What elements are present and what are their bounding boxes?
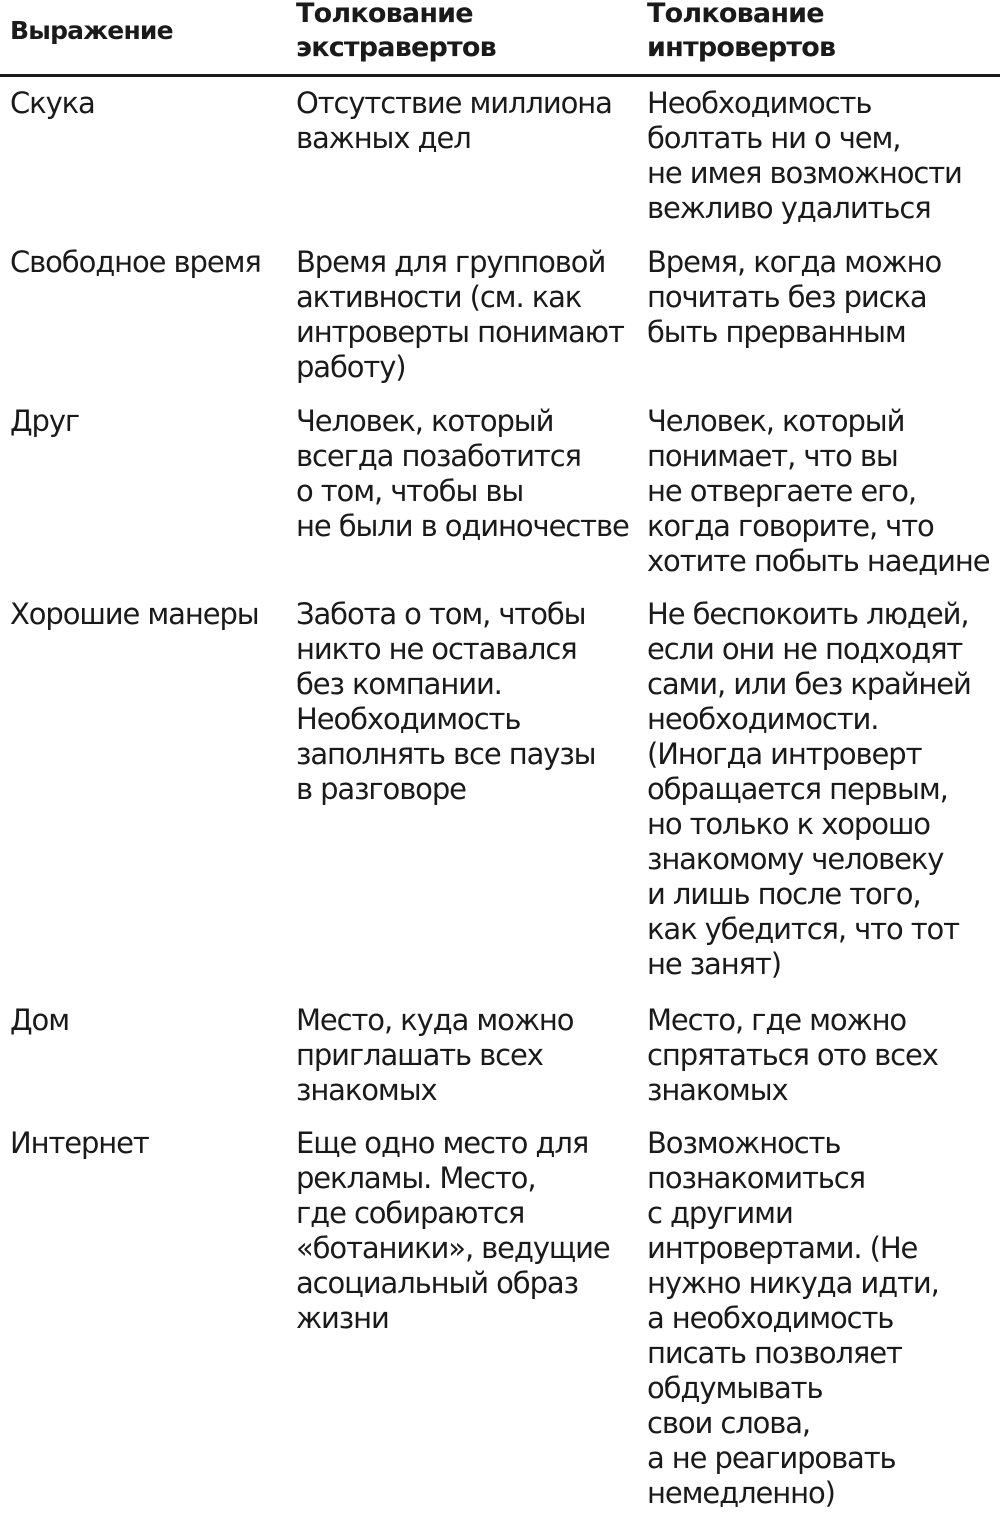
- row-term: Хорошие манеры: [10, 597, 259, 631]
- header-extraverts: Толкование экстравертов: [296, 0, 496, 63]
- header-term: Выражение: [10, 16, 173, 45]
- row-extraverts: Человек, который всегда позаботится о том, чтобы вы не были в одиночестве: [296, 404, 629, 543]
- row-extraverts: Время для групповой активности (см. как интроверты понимают работу): [296, 245, 624, 384]
- row-extraverts: Отсутствие миллиона важных дел: [296, 86, 612, 155]
- row-introverts: Необходимость болтать ни о чем, не имея возможности вежливо удалиться: [647, 86, 962, 225]
- row-term: Скука: [10, 86, 95, 120]
- row-introverts: Не беспокоить людей, если они не подходят сами, или без крайней необходимости. (Иногда интроверт обращается первым, но только к хорошо знакомому человеку и лишь после того, как убедится, что тот не занят): [647, 597, 971, 981]
- row-introverts: Время, когда можно почитать без риска быть прерванным: [647, 245, 942, 349]
- header-introverts: Толкование интровертов: [647, 0, 836, 63]
- row-introverts: Человек, который понимает, что вы не отвергаете его, когда говорите, что хотите побыть наедине: [647, 404, 990, 578]
- row-extraverts: Забота о том, чтобы никто не оставался без компании. Необходимость заполнять все паузы в разговоре: [296, 597, 596, 806]
- row-extraverts: Еще одно место для рекламы. Место, где собираются «ботаники», ведущие асоциальный образ жизни: [296, 1126, 610, 1335]
- row-term: Интернет: [10, 1126, 149, 1160]
- row-term: Свободное время: [10, 245, 261, 279]
- row-extraverts: Место, куда можно приглашать всех знакомых: [296, 1003, 574, 1107]
- row-introverts: Возможность познакомиться с другими интровертами. (Не нужно никуда идти, а необходимость писать позволяет обдумывать свои слова, а не реагировать немедленно): [647, 1126, 939, 1510]
- row-introverts: Место, где можно спрятаться ото всех знакомых: [647, 1003, 938, 1107]
- row-term: Друг: [10, 404, 80, 438]
- table-header: [0, 0, 1000, 77]
- row-term: Дом: [10, 1003, 69, 1037]
